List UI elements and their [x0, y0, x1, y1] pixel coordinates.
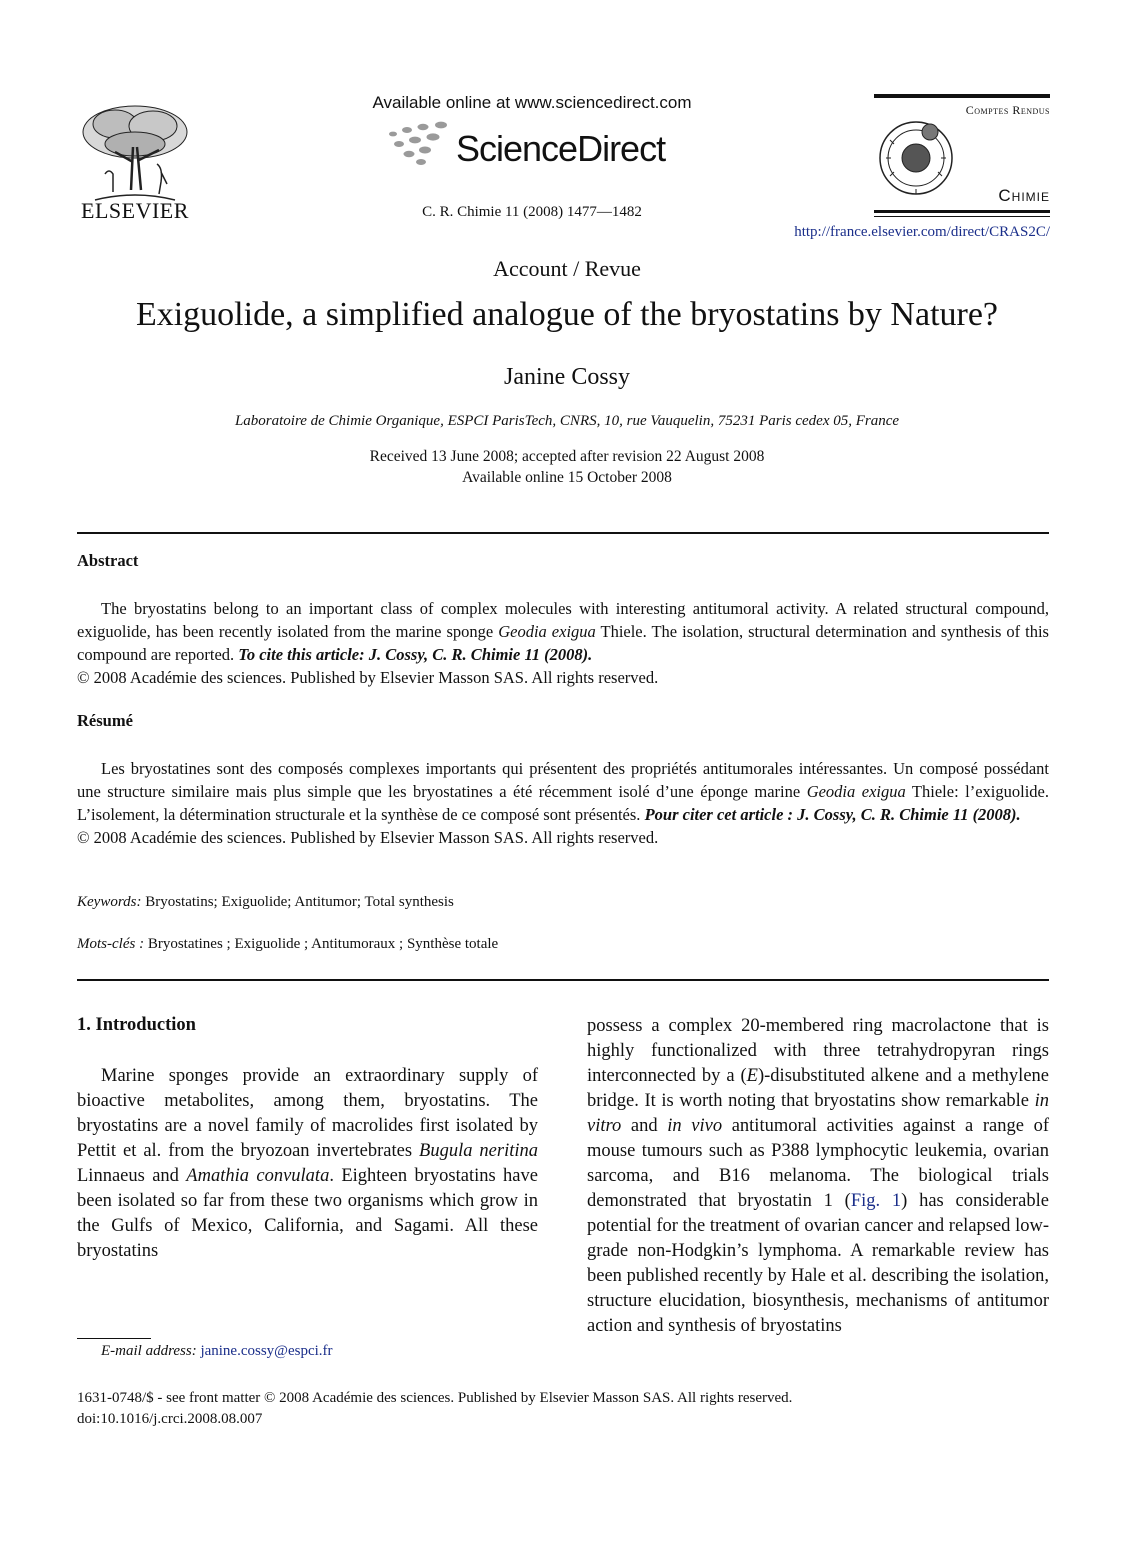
abstract-body: The bryostatins belong to an important class of complex molecules with interesting antitumoral activity. A related structural compound, exiguolide, has been recently isolated from the marine sponge Geodia exigua Thiele. The isolation, structural determination and synthesis of this compound are reported. To cite this article: J. Cossy, C. R. Chimie 11 (2008). © 2008 Académie des sciences. Published by Elsevier Masson SAS. All rights reserved. — [77, 599, 1049, 687]
keywords: Keywords: Bryostatins; Exiguolide; Antitumor; Total synthesis — [77, 894, 454, 910]
available-date: Available online 15 October 2008 — [462, 469, 672, 486]
introduction-left-column: Marine sponges provide an extraordinary supply of bioactive metabolites, among them, bryostatins. The bryostatins are a novel family of macrolides first isolated by Pettit et al. from the bryozoan invertebrates Bugula neritina Linnaeus and Amathia convulata. Eighteen bryostatins have been isolated so far from these two organisms which grow in the Gulfs of Mexico, California, and Sagami. All these bryostatins — [77, 1066, 538, 1261]
divider — [77, 979, 1049, 981]
journal-logo-rule — [874, 94, 1050, 98]
footnote-rule — [77, 1338, 151, 1339]
article-dates — [0, 446, 1134, 488]
article-author: Janine Cossy — [504, 364, 630, 390]
sciencedirect-dots-icon — [385, 120, 457, 168]
abstract-copyright: © 2008 Académie des sciences. Published by Elsevier Masson SAS. All rights reserved. — [77, 668, 659, 687]
journal-url-link[interactable]: http://france.elsevier.com/direct/CRAS2C/ — [794, 224, 1050, 240]
journal-logo-subtitle: Chimie — [998, 186, 1050, 205]
resume-copyright: © 2008 Académie des sciences. Published by Elsevier Masson SAS. All rights reserved. — [77, 828, 659, 847]
footnote-email: E-mail address: janine.cossy@espci.fr — [101, 1343, 333, 1359]
journal-logo-rule — [874, 210, 1050, 213]
sciencedirect-wordmark: ScienceDirect — [456, 128, 666, 169]
journal-citation: C. R. Chimie 11 (2008) 1477—1482 — [422, 204, 642, 220]
elsevier-wordmark: ELSEVIER — [81, 198, 189, 223]
resume-body: Les bryostatines sont des composés complexes importants qui présentent des propriétés antitumorales intéressantes. Un composé possédant une structure similaire mais plus simple que les bryostatines a été récemment isolé d’une éponge marine Geodia exigua Thiele: l’exiguolide. L’isolement, la détermination structurale et la synthèse de ce composé sont présentés. Pour citer cet article : J. Cossy, C. R. Chimie 11 (2008). © 2008 Académie des sciences. Published by Elsevier Masson SAS. All rights reserved. — [77, 759, 1049, 847]
author-affiliation: Laboratoire de Chimie Organique, ESPCI ParisTech, CNRS, 10, rue Vauquelin, 75231 Paris cedex 05, France — [234, 413, 900, 429]
article-title: Exiguolide, a simplified analogue of the bryostatins by Nature? — [135, 296, 999, 333]
section-type: Account / Revue — [493, 256, 641, 281]
journal-logo-title: Comptes Rendus — [965, 103, 1050, 117]
academie-seal-icon — [876, 110, 956, 208]
abstract-heading: Abstract — [77, 551, 139, 570]
divider — [77, 532, 1049, 534]
mots-cles: Mots-clés : Bryostatines ; Exiguolide ; Antitumoraux ; Synthèse totale — [77, 936, 499, 952]
journal-logo-rule — [874, 216, 1050, 217]
figure-1-link[interactable]: Fig. 1 — [850, 1191, 902, 1211]
email-link[interactable]: janine.cossy@espci.fr — [200, 1343, 333, 1359]
front-matter — [77, 1388, 792, 1430]
available-online-text: Available online at www.sciencedirect.com — [372, 93, 692, 112]
introduction-heading: 1. Introduction — [77, 1015, 196, 1035]
issn-line: 1631-0748/$ - see front matter © 2008 Académie des sciences. Published by Elsevier Masson SAS. All rights reserved. — [77, 1390, 793, 1406]
resume-heading: Résumé — [77, 711, 133, 730]
doi-line: doi:10.1016/j.crci.2008.08.007 — [77, 1411, 263, 1427]
introduction-right-column: possess a complex 20-membered ring macrolactone that is highly functionalized with three tetrahydropyran rings interconnected by a (E)-disubstituted alkene and a methylene bridge. It is worth noting that bryostatins show remarkable in vitro and in vivo antitumoral activities against a range of mouse tumours such as P388 lymphocytic leukemia, ovarian sarcoma, and B16 melanoma. The biological trials demonstrated that bryostatin 1 (Fig. 1) has considerable potential for the treatment of ovarian cancer and relapsed low-grade non-Hodgkin’s lymphoma. A remarkable review has been published recently by Hale et al. describing the isolation, structure elucidation, biosynthesis, mechanisms of antitumor action and synthesis of bryostatins — [587, 1016, 1050, 1336]
received-date: Received 13 June 2008; accepted after revision 22 August 2008 — [369, 448, 765, 465]
